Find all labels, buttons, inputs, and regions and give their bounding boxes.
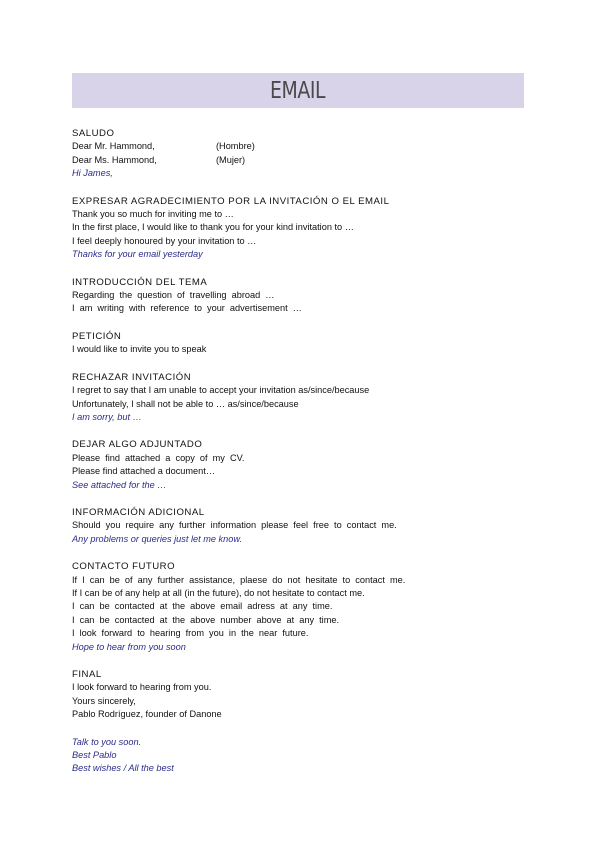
section-heading: DEJAR ALGO ADJUNTADO: [72, 439, 203, 451]
section-agradecimiento: [72, 195, 542, 262]
informal-example: I am sorry, but …: [72, 411, 142, 422]
section-heading: EXPRESAR AGRADECIMIENTO POR LA INVITACIÓN O EL EMAIL: [72, 195, 390, 207]
phrase-line: I look forward to hearing from you.: [72, 682, 212, 693]
section-heading: INFORMACIÓN ADICIONAL: [72, 506, 205, 518]
section-heading: CONTACTO FUTURO: [72, 561, 176, 573]
greeting-row: [72, 154, 542, 167]
spacer: [72, 722, 542, 736]
section-adjuntado: [72, 438, 542, 492]
informal-example: Hi James,: [72, 168, 113, 179]
informal-example: Best Pablo: [72, 750, 117, 761]
section-heading: INTRODUCCIÓN DEL TEMA: [72, 276, 208, 288]
section-peticion: [72, 330, 542, 357]
informal-example: Talk to you soon.: [72, 736, 142, 747]
informal-example: Any problems or queries just let me know.: [72, 533, 243, 544]
phrase-line: Unfortunately, I shall not be able to … as/since/because: [72, 398, 299, 409]
document-body: [72, 127, 542, 790]
greeting-row: [72, 140, 542, 153]
section-heading: SALUDO: [72, 128, 115, 139]
phrase-line: Yours sincerely,: [72, 695, 136, 706]
greeting-text: Dear Ms. Hammond,: [72, 154, 157, 165]
section-contacto: [72, 560, 542, 654]
phrase-line: If I can be of any further assistance, plaese do not hesitate to contact me.: [72, 574, 406, 585]
phrase-line: If I can be of any help at all (in the future), do not hesitate to contact me.: [72, 587, 365, 598]
phrase-line: I am writing with reference to your advertisement …: [72, 303, 302, 314]
section-heading: RECHAZAR INVITACIÓN: [72, 371, 192, 383]
phrase-line: I regret to say that I am unable to accept your invitation as/since/because: [72, 385, 370, 396]
phrase-line: In the first place, I would like to thank you for your kind invitation to …: [72, 222, 354, 233]
phrase-line: I can be contacted at the above email adress at any time.: [72, 601, 333, 612]
section-saludo: [72, 127, 542, 181]
section-introduccion: [72, 276, 542, 316]
greeting-text: Dear Mr. Hammond,: [72, 141, 155, 152]
section-heading: FINAL: [72, 669, 102, 680]
section-heading: PETICIÓN: [72, 330, 122, 342]
signature-line: Pablo Rodríguez, founder of Danone: [72, 709, 222, 720]
phrase-line: I look forward to hearing from you in the near future.: [72, 628, 309, 639]
phrase-line: Thank you so much for inviting me to …: [72, 209, 234, 220]
phrase-line: I can be contacted at the above number above at any time.: [72, 614, 340, 625]
phrase-line: Please find attached a copy of my CV.: [72, 452, 245, 463]
phrase-line: Should you require any further information please feel free to contact me.: [72, 520, 397, 531]
section-rechazar: [72, 371, 542, 425]
informal-example: See attached for the …: [72, 479, 167, 490]
section-final: [72, 668, 542, 776]
informal-example: Best wishes / All the best: [72, 763, 174, 774]
informal-example: Thanks for your email yesterday: [72, 249, 203, 260]
phrase-line: Please find attached a document…: [72, 466, 216, 477]
phrase-line: Regarding the question of travelling abroad …: [72, 290, 275, 301]
greeting-note: (Mujer): [216, 154, 246, 165]
phrase-line: I would like to invite you to speak: [72, 344, 207, 355]
title-banner: [72, 73, 524, 108]
section-adicional: [72, 506, 542, 546]
informal-example: Hope to hear from you soon: [72, 641, 186, 652]
greeting-note: (Hombre): [216, 141, 255, 152]
phrase-line: I feel deeply honoured by your invitation to …: [72, 235, 257, 246]
page-title: EMAIL: [270, 77, 326, 104]
